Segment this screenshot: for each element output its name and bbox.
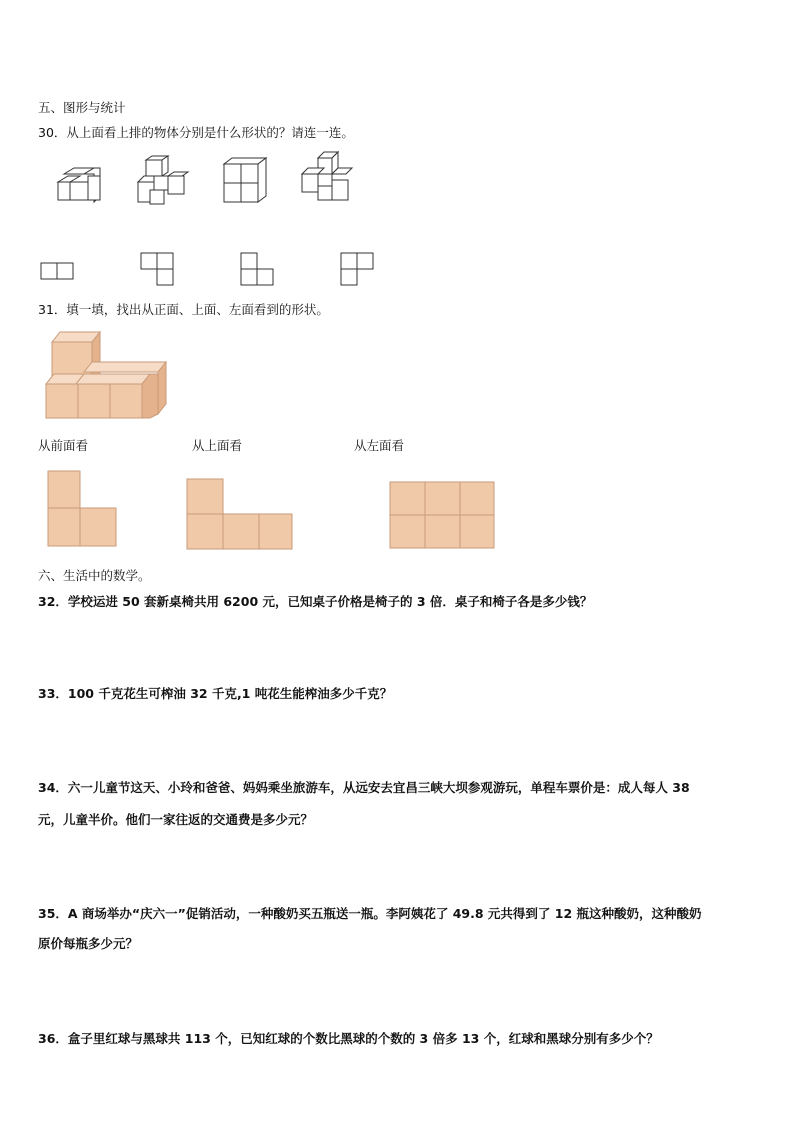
q31-view-front [47,470,119,550]
q31-cube-stack [44,330,174,422]
q31-label-top: 从上面看 [192,438,243,453]
q31-label-front: 从前面看 [38,438,89,453]
question-33-text: 33．100 千克花生可榨油 32 千克,1 吨花生能榨油多少千克？ [38,686,393,701]
q30-object-2 [136,156,192,206]
q30-shape-2 [140,252,180,290]
question-34-line-2: 元，儿童半价。他们一家往返的交通费是多少元？ [38,812,314,827]
question-31-text: 31．填一填，找出从正面、上面、左面看到的形状。 [38,302,329,317]
q30-shape-1 [40,262,80,282]
question-34-line-1: 34．六一儿童节这天、小玲和爸爸、妈妈乘坐旅游车，从远安去宜昌三峡大坝参观游玩，单程车票价是：成人每人 38 [38,780,690,795]
question-36-text: 36．盒子里红球与黑球共 113 个，已知红球的个数比黑球的个数的 3 倍多 13 个，红球和黑球分别有多少个？ [38,1031,659,1046]
q30-shape-3 [240,252,280,290]
q30-object-1 [56,166,116,206]
section-6-title: 六、生活中的数学。 [38,568,151,583]
question-35-line-1: 35．A 商场举办“庆六一”促销活动，一种酸奶买五瓶送一瓶。李阿姨花了 49.8 元共得到了 12 瓶这种酸奶，这种酸奶 [38,906,702,921]
q31-view-left [389,481,497,551]
q30-shape-4 [340,252,380,290]
q30-object-4 [300,152,356,204]
q30-object-3 [222,156,272,204]
question-35-line-2: 原价每瓶多少元？ [38,936,139,951]
question-32-text: 32．学校运进 50 套新桌椅共用 6200 元，已知桌子价格是椅子的 3 倍．桌子和椅子各是多少钱？ [38,594,593,609]
question-30-text: 30．从上面看上排的物体分别是什么形状的？请连一连。 [38,125,354,140]
section-5-title: 五、图形与统计 [38,100,126,115]
q31-view-top [186,478,294,552]
q31-label-left: 从左面看 [354,438,405,453]
